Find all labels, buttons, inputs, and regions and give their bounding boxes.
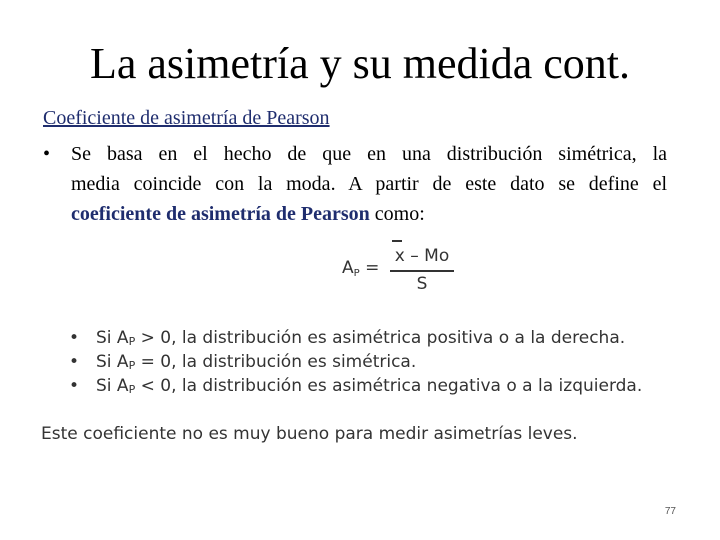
case-text: = 0, la distribución es simétrica. — [135, 352, 417, 372]
intro-paragraph — [43, 139, 667, 229]
case-subscript: P — [128, 359, 136, 372]
case-text: > 0, la distribución es asimétrica positiva o a la derecha. — [135, 328, 626, 348]
intro-line-3-tail: como: — [369, 203, 425, 225]
formula-numerator-box — [389, 238, 455, 270]
case-text: < 0, la distribución es asimétrica negativa o a la izquierda. — [135, 376, 643, 396]
formula-equals: = — [365, 258, 380, 278]
list-item — [68, 374, 642, 398]
intro-line-3 — [71, 199, 667, 229]
formula-numerator: x – Mo — [394, 246, 450, 266]
pearson-term: coeficiente de asimetría de Pearson — [71, 203, 370, 225]
bullet-icon: • — [68, 376, 80, 396]
case-subscript: P — [128, 335, 136, 348]
case-prefix: Si A — [96, 328, 129, 348]
page-number: 77 — [664, 506, 676, 517]
bullet-icon: • — [43, 143, 51, 165]
intro-text — [71, 139, 667, 229]
slide-title: La asimetría y su medida cont. — [89, 39, 631, 88]
formula-symbol: A — [342, 258, 354, 278]
formula-lhs — [342, 258, 379, 279]
case-prefix: Si A — [96, 352, 129, 372]
case-prefix: Si A — [96, 376, 129, 396]
case-subscript: P — [128, 383, 136, 396]
formula-fraction — [389, 238, 455, 296]
intro-line-2: media coincide con la moda. A partir de este dato se define el — [71, 173, 667, 195]
footnote: Este coeficiente no es muy bueno para medir asimetrías leves. — [41, 424, 578, 444]
intro-line-1: Se basa en el hecho de que en una distribución simétrica, la — [71, 143, 667, 165]
cases-list — [68, 326, 642, 398]
formula-subscript: P — [353, 268, 360, 279]
mean-bar-icon — [392, 240, 402, 242]
list-item — [68, 350, 642, 374]
formula-denominator: S — [416, 273, 428, 294]
bullet-icon: • — [68, 352, 80, 372]
bullet-icon: • — [68, 328, 80, 348]
pearson-formula — [342, 238, 458, 298]
section-subtitle: Coeficiente de asimetría de Pearson — [43, 107, 330, 129]
list-item — [68, 326, 642, 350]
